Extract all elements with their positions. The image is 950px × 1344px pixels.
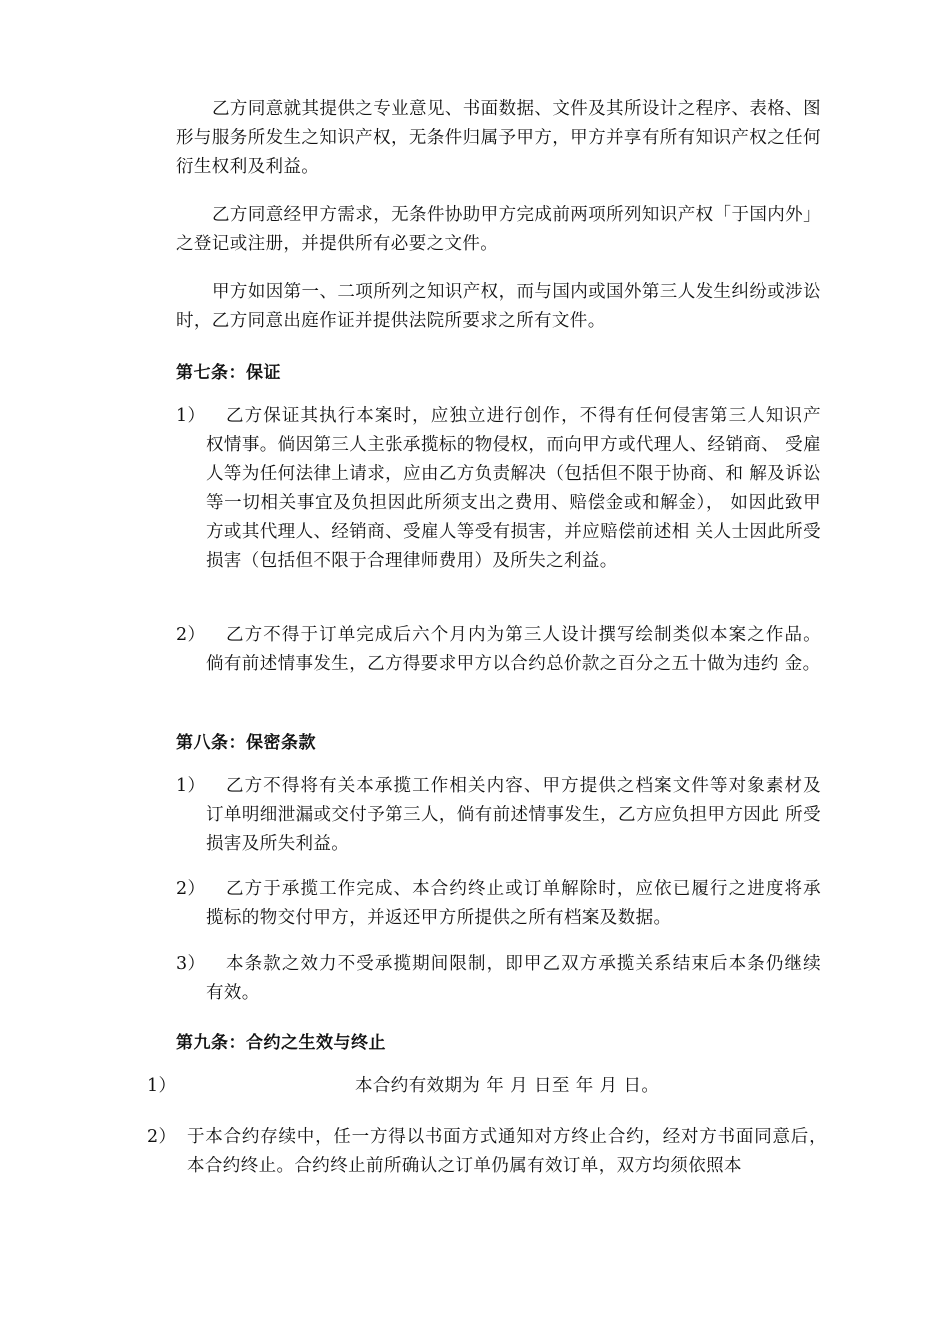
article-8-item-2 (176, 875, 821, 933)
article-7-item-2 (176, 621, 821, 679)
item-number: 1） (176, 776, 206, 796)
item-text: 乙方不得于订单完成后六个月内为第三人设计撰写绘制类似本案之作品。 倘有前述情事发生，乙方得要求甲方以合约总价款之百分之五十做为违约 金。 (206, 625, 821, 674)
item-number: 2） (176, 879, 206, 899)
paragraph-ip-ownership: 乙方同意就其提供之专业意见、书面数据、文件及其所设计之程序、表格、图形与服务所发生之知识产权，无条件归属予甲方，甲方并享有所有知识产权之任何衍生权利及利益。 (176, 99, 821, 177)
item-number: 2） (147, 1127, 177, 1147)
item-number: 2） (176, 625, 206, 645)
article-8-item-3 (176, 950, 821, 1008)
item-number: 1） (176, 406, 206, 426)
article-9-heading: 第九条：合约之生效与终止 (176, 1033, 386, 1053)
item-text: 于本合约存续中，任一方得以书面方式通知对方终止合约，经对方书面同意后，本合约终止。合约终止前所确认之订单仍属有效订单，双方均须依照本 (187, 1127, 827, 1176)
article-8-item-1 (176, 772, 821, 859)
article-8-heading: 第八条：保密条款 (176, 733, 316, 753)
item-text: 乙方不得将有关本承揽工作相关内容、甲方提供之档案文件等对象素材及 订单明细泄漏或交付予第三人，倘有前述情事发生，乙方应负担甲方因此 所受损害及所失利益。 (206, 776, 821, 854)
paragraph-ip-litigation: 甲方如因第一、二项所列之知识产权，而与国内或国外第三人发生纠纷或涉讼时，乙方同意出庭作证并提供法院所要求之所有文件。 (176, 282, 821, 331)
article-9-item-1 (147, 1072, 827, 1101)
item-text: 乙方于承揽工作完成、本合约终止或订单解除时，应依已履行之进度将承 揽标的物交付甲方，并返还甲方所提供之所有档案及数据。 (206, 879, 821, 928)
paragraph-ip-registration: 乙方同意经甲方需求，无条件协助甲方完成前两项所列知识产权「于国内外」之登记或注册，并提供所有必要之文件。 (176, 205, 821, 254)
item-number: 1） (147, 1076, 177, 1096)
article-9-item-2 (147, 1123, 827, 1181)
item-number: 3） (176, 954, 206, 974)
article-7-item-1 (176, 402, 821, 576)
item-text: 本条款之效力不受承揽期间限制，即甲乙双方承揽关系结束后本条仍继续 有效。 (206, 954, 821, 1003)
item-text: 本合约有效期为 年 月 日至 年 月 日。 (355, 1076, 660, 1096)
item-text: 乙方保证其执行本案时，应独立进行创作，不得有任何侵害第三人知识产 权情事。倘因第三人主张承揽标的物侵权，而向甲方或代理人、经销商、 受雇人等为任何法律上请求，应由乙方负责解决（包括但不限于协商、和 解及诉讼等一切相关事宜及负担因此所须支出之费用、赔偿金或和解金）， 如因此致甲方或其代理人、经销商、受雇人等受有损害，并应赔偿前述相 关人士因此所受损害（包括但不限于合理律师费用）及所失之利益。 (206, 406, 821, 571)
article-7-heading: 第七条：保证 (176, 363, 281, 383)
